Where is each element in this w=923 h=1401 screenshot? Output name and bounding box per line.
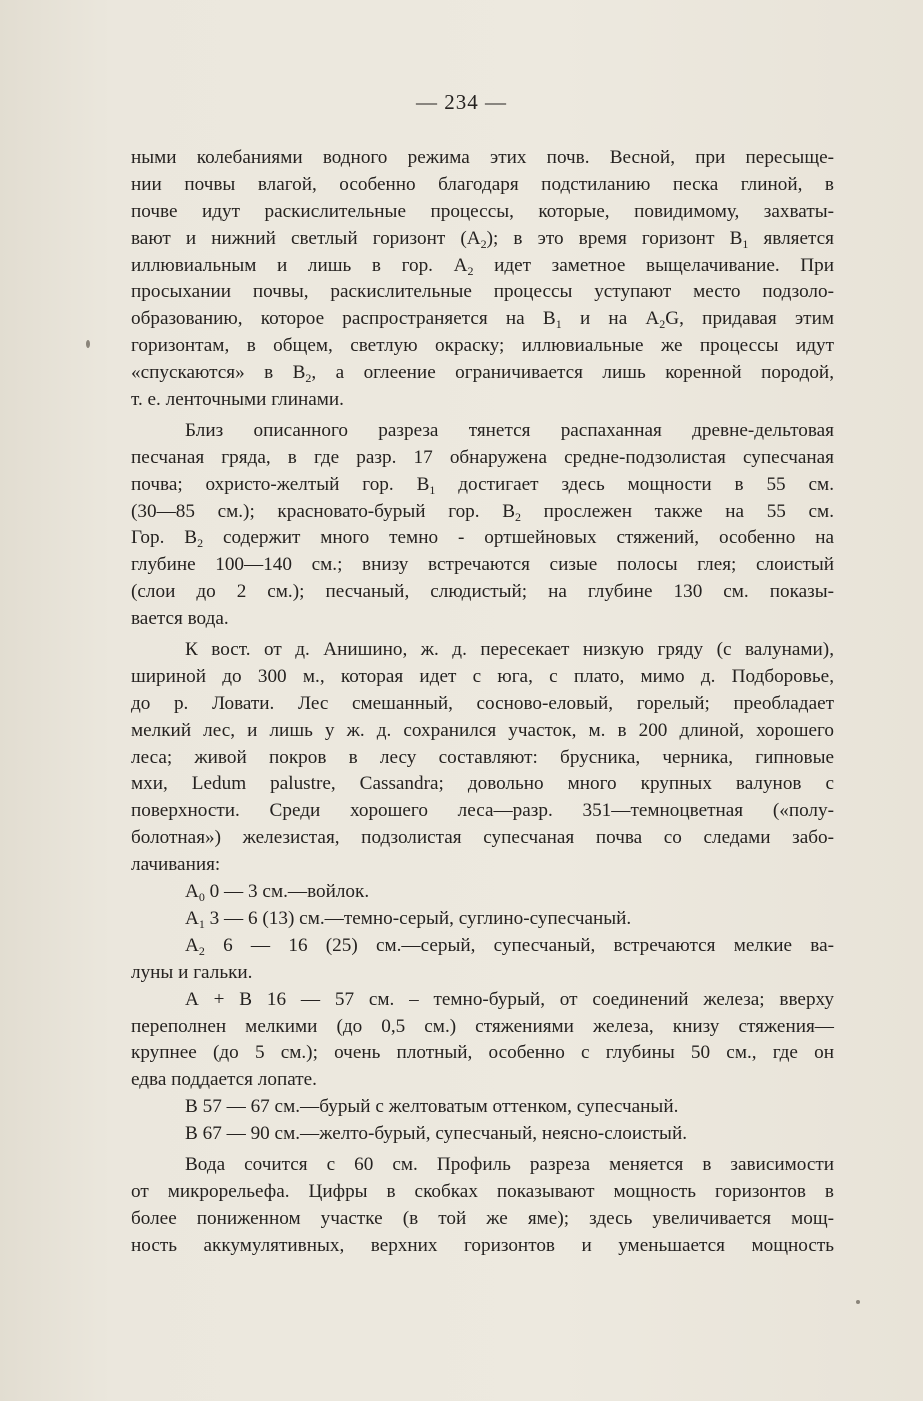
text-segment: достигает здесь мощности в 55 см.: [435, 473, 835, 495]
text-line: ность аккумулятивных, верхних горизонтов и уменьшается мощность: [131, 1234, 834, 1256]
text-line: (слои до 2 см.); песчаный, слюдистый; на глубине 130 см. показы-: [131, 581, 834, 603]
text-line: [131, 360, 834, 387]
text-segment: иллювиальным и лишь в гор. А: [131, 254, 468, 276]
text-segment: 0 — 3 см.—войлок.: [204, 881, 370, 903]
subscript: 1: [742, 236, 749, 251]
text-line: К вост. от д. Анишино, ж. д. пересекает низкую гряду (с валунами),: [185, 639, 834, 661]
text-line: до р. Ловати. Лес смешанный, сосново-еловый, горелый; преобладает: [131, 692, 834, 714]
text-segment: G, придавая этим: [665, 308, 834, 330]
text-line: [131, 906, 834, 933]
text-segment: вают и нижний светлый горизонт (А: [131, 227, 481, 249]
text-line: едва поддается лопате.: [131, 1069, 317, 1091]
text-line: поверхности. Среди хорошего леса—разр. 351—темноцветная («полу-: [131, 800, 834, 822]
text-segment: , а оглеение ограничивается лишь коренной породой,: [311, 362, 834, 384]
text-line: переполнен мелкими (до 0,5 см.) стяжениями железа, книзу стяжения—: [131, 1015, 834, 1037]
subscript: 1: [198, 916, 205, 931]
text-line: т. е. ленточными глинами.: [131, 389, 344, 411]
text-line: [131, 253, 834, 280]
text-line: шириной до 300 м., которая идет с юга, с плато, мимо д. Подборовье,: [131, 665, 834, 687]
subscript: 2: [515, 509, 522, 524]
body-text: [131, 145, 834, 1260]
text-line: луны и гальки.: [131, 961, 253, 983]
text-line: почве идут раскислительные процессы, которые, повидимому, захваты-: [131, 200, 834, 222]
text-line: Вода сочится с 60 см. Профиль разреза меняется в зависимости: [185, 1153, 834, 1175]
text-line: болотная») железистая, подзолистая супесчаная почва со следами забо-: [131, 827, 834, 849]
text-segment: и на А: [561, 308, 660, 330]
text-line: от микрорельефа. Цифры в скобках показывают мощность горизонтов в: [131, 1180, 834, 1202]
text-line: мелкий лес, и лишь у ж. д. сохранился участок, м. в 200 длиной, хорошего: [131, 719, 834, 741]
text-segment: прослежен также на 55 см.: [521, 500, 834, 522]
text-segment: 3 — 6 (13) см.—темно-серый, суглино-супесчаный.: [204, 907, 632, 929]
text-line: Близ описанного разреза тянется распаханная древне-дельтовая: [185, 419, 834, 441]
text-segment: «спускаются» в В: [131, 362, 306, 384]
text-segment: идет заметное выщелачивание. При: [473, 254, 835, 276]
ink-speck: [856, 1300, 860, 1304]
text-segment: А: [185, 881, 199, 903]
text-segment: Гор. В: [131, 527, 198, 549]
subscript: 1: [429, 482, 436, 497]
text-segment: является: [748, 227, 834, 249]
text-line: [131, 879, 834, 906]
text-line: леса; живой покров в лесу составляют: брусника, черника, гипновые: [131, 746, 834, 768]
text-line: [131, 472, 834, 499]
text-line: более пониженном участке (в той же яме); здесь увеличивается мощ-: [131, 1207, 834, 1229]
subscript: 2: [197, 536, 204, 551]
page-number: — 234 —: [416, 90, 507, 114]
text-line: мхи, Ledum palustre, Cassandra; довольно много крупных валунов с: [131, 773, 834, 795]
text-line: горизонтам, в общем, светлую окраску; иллювиальные же процессы идут: [131, 335, 834, 357]
text-line: нии почвы влагой, особенно благодаря подстиланию песка глиной, в: [131, 173, 834, 195]
text-segment: образованию, которое распространяется на В: [131, 308, 556, 330]
text-segment: А: [185, 934, 199, 956]
subscript: 0: [198, 890, 205, 905]
subscript: 2: [480, 236, 487, 251]
text-line: просыхании почвы, раскислительные процессы уступают место подзоло-: [131, 281, 834, 303]
text-segment: (30—85 см.); красновато-бурый гор. В: [131, 500, 516, 522]
text-line: [131, 306, 834, 333]
text-line: вается вода.: [131, 608, 229, 630]
ink-speck: [86, 340, 90, 348]
text-segment: ); в это время горизонт В: [486, 227, 743, 249]
text-line: А + В 16 — 57 см. – темно-бурый, от соединений железа; вверху: [185, 988, 834, 1010]
text-line: [131, 933, 834, 960]
text-line: песчаная гряда, в где разр. 17 обнаружена средне-подзолистая супесчаная: [131, 446, 834, 468]
text-line: глубине 100—140 см.; внизу встречаются сизые полосы глея; слоистый: [131, 554, 834, 576]
subscript: 1: [555, 317, 562, 332]
text-line: ными колебаниями водного режима этих почв. Весной, при пересыще-: [131, 147, 834, 168]
subscript: 2: [467, 263, 474, 278]
text-line: крупнее (до 5 см.); очень плотный, особенно с глубины 50 см., где он: [131, 1042, 834, 1064]
text-line: [131, 499, 834, 526]
text-line: [131, 525, 834, 552]
text-line: [131, 226, 834, 253]
text-segment: содержит много темно - ортшейновых стяжений, особенно на: [203, 527, 834, 549]
text-line: В 57 — 67 см.—бурый с желтоватым оттенком, супесчаный.: [185, 1096, 679, 1118]
subscript: 2: [659, 317, 666, 332]
subscript: 2: [198, 943, 205, 958]
text-segment: почва; охристо-желтый гор. В: [131, 473, 430, 495]
text-segment: 6 — 16 (25) см.—серый, супесчаный, встречаются мелкие ва-: [204, 934, 834, 956]
subscript: 2: [305, 371, 312, 386]
text-segment: А: [185, 907, 199, 929]
text-line: В 67 — 90 см.—желто-бурый, супесчаный, неясно-слоистый.: [185, 1123, 688, 1145]
text-line: лачивания:: [131, 854, 221, 876]
